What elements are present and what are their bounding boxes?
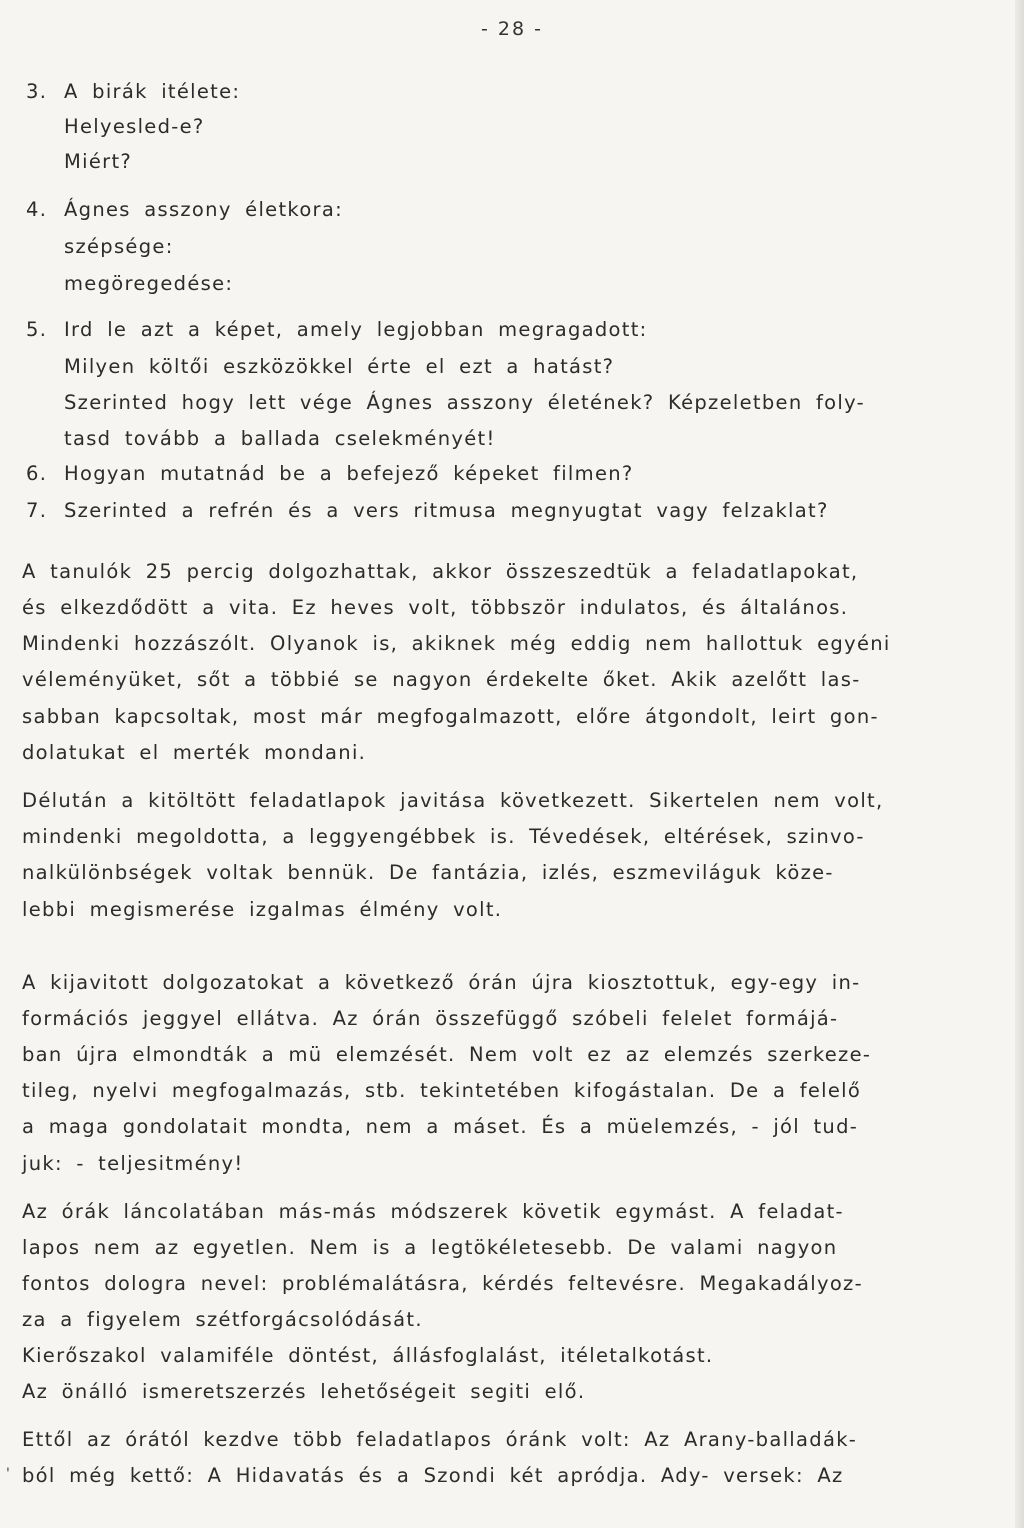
paragraph-line: ban újra elmondták a mü elemzését. Nem volt ez az elemzés szerkeze-	[22, 1043, 872, 1066]
page-edge-shadow	[1015, 0, 1024, 1528]
paragraph-line: formációs jeggyel ellátva. Az órán összefüggő szóbeli felelet formájá-	[22, 1007, 839, 1030]
question-4	[26, 198, 343, 222]
question-line: szépsége:	[64, 235, 174, 258]
paragraph-line: fontos dologra nevel: problémalátásra, kérdés feltevésre. Megakadályoz-	[22, 1272, 863, 1295]
paragraph-line: lapos nem az egyetlen. Nem is a legtökéletesebb. De valami nagyon	[22, 1236, 838, 1259]
paragraph-line: A kijavitott dolgozatokat a következő órán újra kiosztottuk, egy-egy in-	[22, 971, 861, 994]
paragraph-line: lebbi megismerése izgalmas élmény volt.	[22, 898, 503, 921]
page-number: - 28 -	[481, 18, 543, 40]
question-line: megöregedése:	[64, 272, 234, 295]
paragraph-line: Mindenki hozzászólt. Olyanok is, akiknek még eddig nem hallottuk egyéni	[22, 632, 891, 655]
question-7	[26, 499, 829, 523]
paragraph-line: Kierőszakol valamiféle döntést, állásfoglalást, itéletalkotást.	[22, 1344, 714, 1367]
paragraph-line: véleményüket, sőt a többié se nagyon érdekelte őket. Akik azelőtt las-	[22, 668, 861, 691]
question-text: Ágnes asszony életkora:	[64, 198, 343, 221]
paragraph-line: sabban kapcsoltak, most már megfogalmazott, előre átgondolt, leirt gon-	[22, 705, 879, 728]
question-line: Milyen költői eszközökkel érte el ezt a hatást?	[64, 355, 615, 378]
paragraph-line: ból még kettő: A Hidavatás és a Szondi két apródja. Ady- versek: Az	[22, 1464, 844, 1487]
question-number: 3.	[26, 80, 48, 103]
paragraph-line: dolatukat el merték mondani.	[22, 741, 367, 764]
question-text: A birák itélete:	[64, 80, 241, 103]
paragraph-line: A tanulók 25 percig dolgozhattak, akkor összeszedtük a feladatlapokat,	[22, 560, 859, 583]
question-3	[26, 80, 240, 104]
question-line: Miért?	[64, 150, 133, 173]
paragraph-line: és elkezdődött a vita. Ez heves volt, többször indulatos, és általános.	[22, 596, 849, 619]
paragraph-line: Az önálló ismeretszerzés lehetőségeit segiti elő.	[22, 1380, 586, 1403]
question-number: 7.	[26, 499, 48, 522]
paragraph-line: za a figyelem szétforgácsolódását.	[22, 1308, 423, 1331]
paragraph-line: mindenki megoldotta, a leggyengébbek is. Tévedések, eltérések, szinvo-	[22, 825, 865, 848]
question-line: Szerinted hogy lett vége Ágnes asszony életének? Képzeletben foly-	[64, 391, 865, 414]
paragraph-line: Az órák láncolatában más-más módszerek követik egymást. A feladat-	[22, 1200, 844, 1223]
question-number: 5.	[26, 318, 48, 341]
question-text: Ird le azt a képet, amely legjobban megragadott:	[64, 318, 648, 341]
question-line: tasd tovább a ballada cselekményét!	[64, 427, 496, 450]
margin-mark: '	[6, 1466, 10, 1482]
question-line: Helyesled-e?	[64, 115, 205, 138]
paragraph-line: Délután a kitöltött feladatlapok javitása következett. Sikertelen nem volt,	[22, 789, 884, 812]
paragraph-line: nalkülönbségek voltak bennük. De fantázia, izlés, eszmeviláguk köze-	[22, 861, 834, 884]
paragraph-line: juk: - teljesitmény!	[22, 1152, 244, 1175]
question-number: 4.	[26, 198, 48, 221]
question-number: 6.	[26, 462, 48, 485]
question-text: Szerinted a refrén és a vers ritmusa megnyugtat vagy felzaklat?	[64, 499, 829, 522]
paragraph-line: tileg, nyelvi megfogalmazás, stb. tekintetében kifogástalan. De a felelő	[22, 1079, 862, 1102]
question-6	[26, 462, 634, 486]
paragraph-line: Ettől az órától kezdve több feladatlapos óránk volt: Az Arany-balladák-	[22, 1428, 858, 1451]
question-5	[26, 318, 648, 342]
question-text: Hogyan mutatnád be a befejező képeket filmen?	[64, 462, 634, 485]
paragraph-line: a maga gondolatait mondta, nem a máset. És a müelemzés, - jól tud-	[22, 1115, 859, 1138]
